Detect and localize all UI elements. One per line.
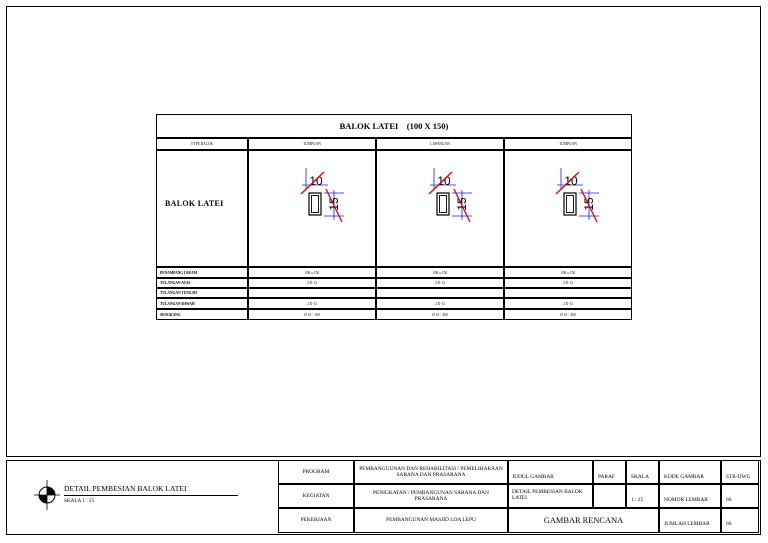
- section-label: BALOK LATEI: [165, 199, 224, 208]
- row-value: 2 D 13: [504, 298, 632, 309]
- row-value: [248, 288, 376, 298]
- svg-text:15: 15: [582, 197, 596, 211]
- row-value: [504, 288, 632, 298]
- row-value: 2 D 13: [248, 298, 376, 309]
- pekerjaan-value: PEMBANGUNAN MASJID LOA LEPU: [354, 508, 508, 533]
- row-label: TULANGAN TENGAH: [156, 288, 248, 298]
- kode-value: STR-DWG: [721, 460, 759, 484]
- row-label: PENAMPANG I BEAM: [156, 267, 248, 278]
- row-value: 2 D 13: [376, 298, 504, 309]
- svg-text:15: 15: [455, 197, 469, 211]
- svg-text:10: 10: [437, 174, 451, 188]
- rebar-table: [156, 114, 632, 320]
- paraf-label: PARAF: [593, 460, 626, 484]
- row-label: TULANGAN BAWAH: [156, 298, 248, 309]
- skala-value: 1 : 25: [626, 484, 659, 508]
- kegiatan-label: KEGIATAN: [278, 484, 354, 508]
- header-type: TYPE BALOK: [156, 138, 248, 150]
- gambar-rencana: GAMBAR RENCANA: [508, 508, 659, 533]
- program-label: PROGRAM: [278, 460, 354, 484]
- skala-label: SKALA: [626, 460, 659, 484]
- row-value: Ø 10 - 200: [504, 309, 632, 320]
- beam-section-icon: [296, 166, 346, 224]
- row-value: 2 D 13: [376, 278, 504, 288]
- row-value: 2 D 13: [248, 278, 376, 288]
- row-label: TULANGAN ATAS: [156, 278, 248, 288]
- header-col-3: TUMPUAN: [504, 138, 632, 150]
- svg-text:10: 10: [309, 174, 323, 188]
- row-value: [376, 288, 504, 298]
- nomor-value: 66: [721, 484, 759, 508]
- row-value: 2 D 13: [504, 278, 632, 288]
- header-col-2: LAPANGAN: [376, 138, 504, 150]
- row-value: 100 x 150: [248, 267, 376, 278]
- kegiatan-value: PENIGKATAN / PEMBANGUNAN SARANA DAN PRASARANA: [354, 484, 508, 508]
- judul-value: DETAIL PEMBESIAN BALOK LATEI: [508, 484, 593, 508]
- paraf-value: [593, 484, 626, 508]
- pekerjaan-label: PEKERJAAN: [278, 508, 354, 533]
- jumlah-label: JUMLAH LEMBAR: [659, 508, 721, 533]
- drawing-title: DETAIL PEMBESIAN BALOK LATEI: [64, 484, 187, 493]
- beam-section-icon: [424, 166, 474, 224]
- svg-text:15: 15: [327, 197, 341, 211]
- header-col-1: TUMPUAN: [248, 138, 376, 150]
- north-symbol-icon: [32, 478, 62, 512]
- drawing-scale: SKALA 1 : 25: [64, 498, 95, 504]
- table-title: BALOK LATEI (100 X 150): [156, 114, 632, 138]
- row-value: 100 x 150: [504, 267, 632, 278]
- row-value: Ø 10 - 200: [376, 309, 504, 320]
- kode-label: KODE GAMBAR: [659, 460, 721, 484]
- beam-section-icon: [551, 166, 601, 224]
- svg-text:10: 10: [564, 174, 578, 188]
- program-value: PEMBANGUUNAN DAN REHABILITASI / PEMELIHARAAN SARANA DAN PRASARANA: [354, 460, 508, 484]
- judul-label: JUDUL GAMBAR: [508, 460, 593, 484]
- row-value: Ø 10 - 100: [248, 309, 376, 320]
- nomor-label: NOMOR LEMBAR: [659, 484, 721, 508]
- title-underline: [64, 495, 238, 496]
- jumlah-value: 66: [721, 508, 759, 533]
- row-label: SENGKANG: [156, 309, 248, 320]
- row-value: 100 x 150: [376, 267, 504, 278]
- section-label-cell: [156, 150, 248, 267]
